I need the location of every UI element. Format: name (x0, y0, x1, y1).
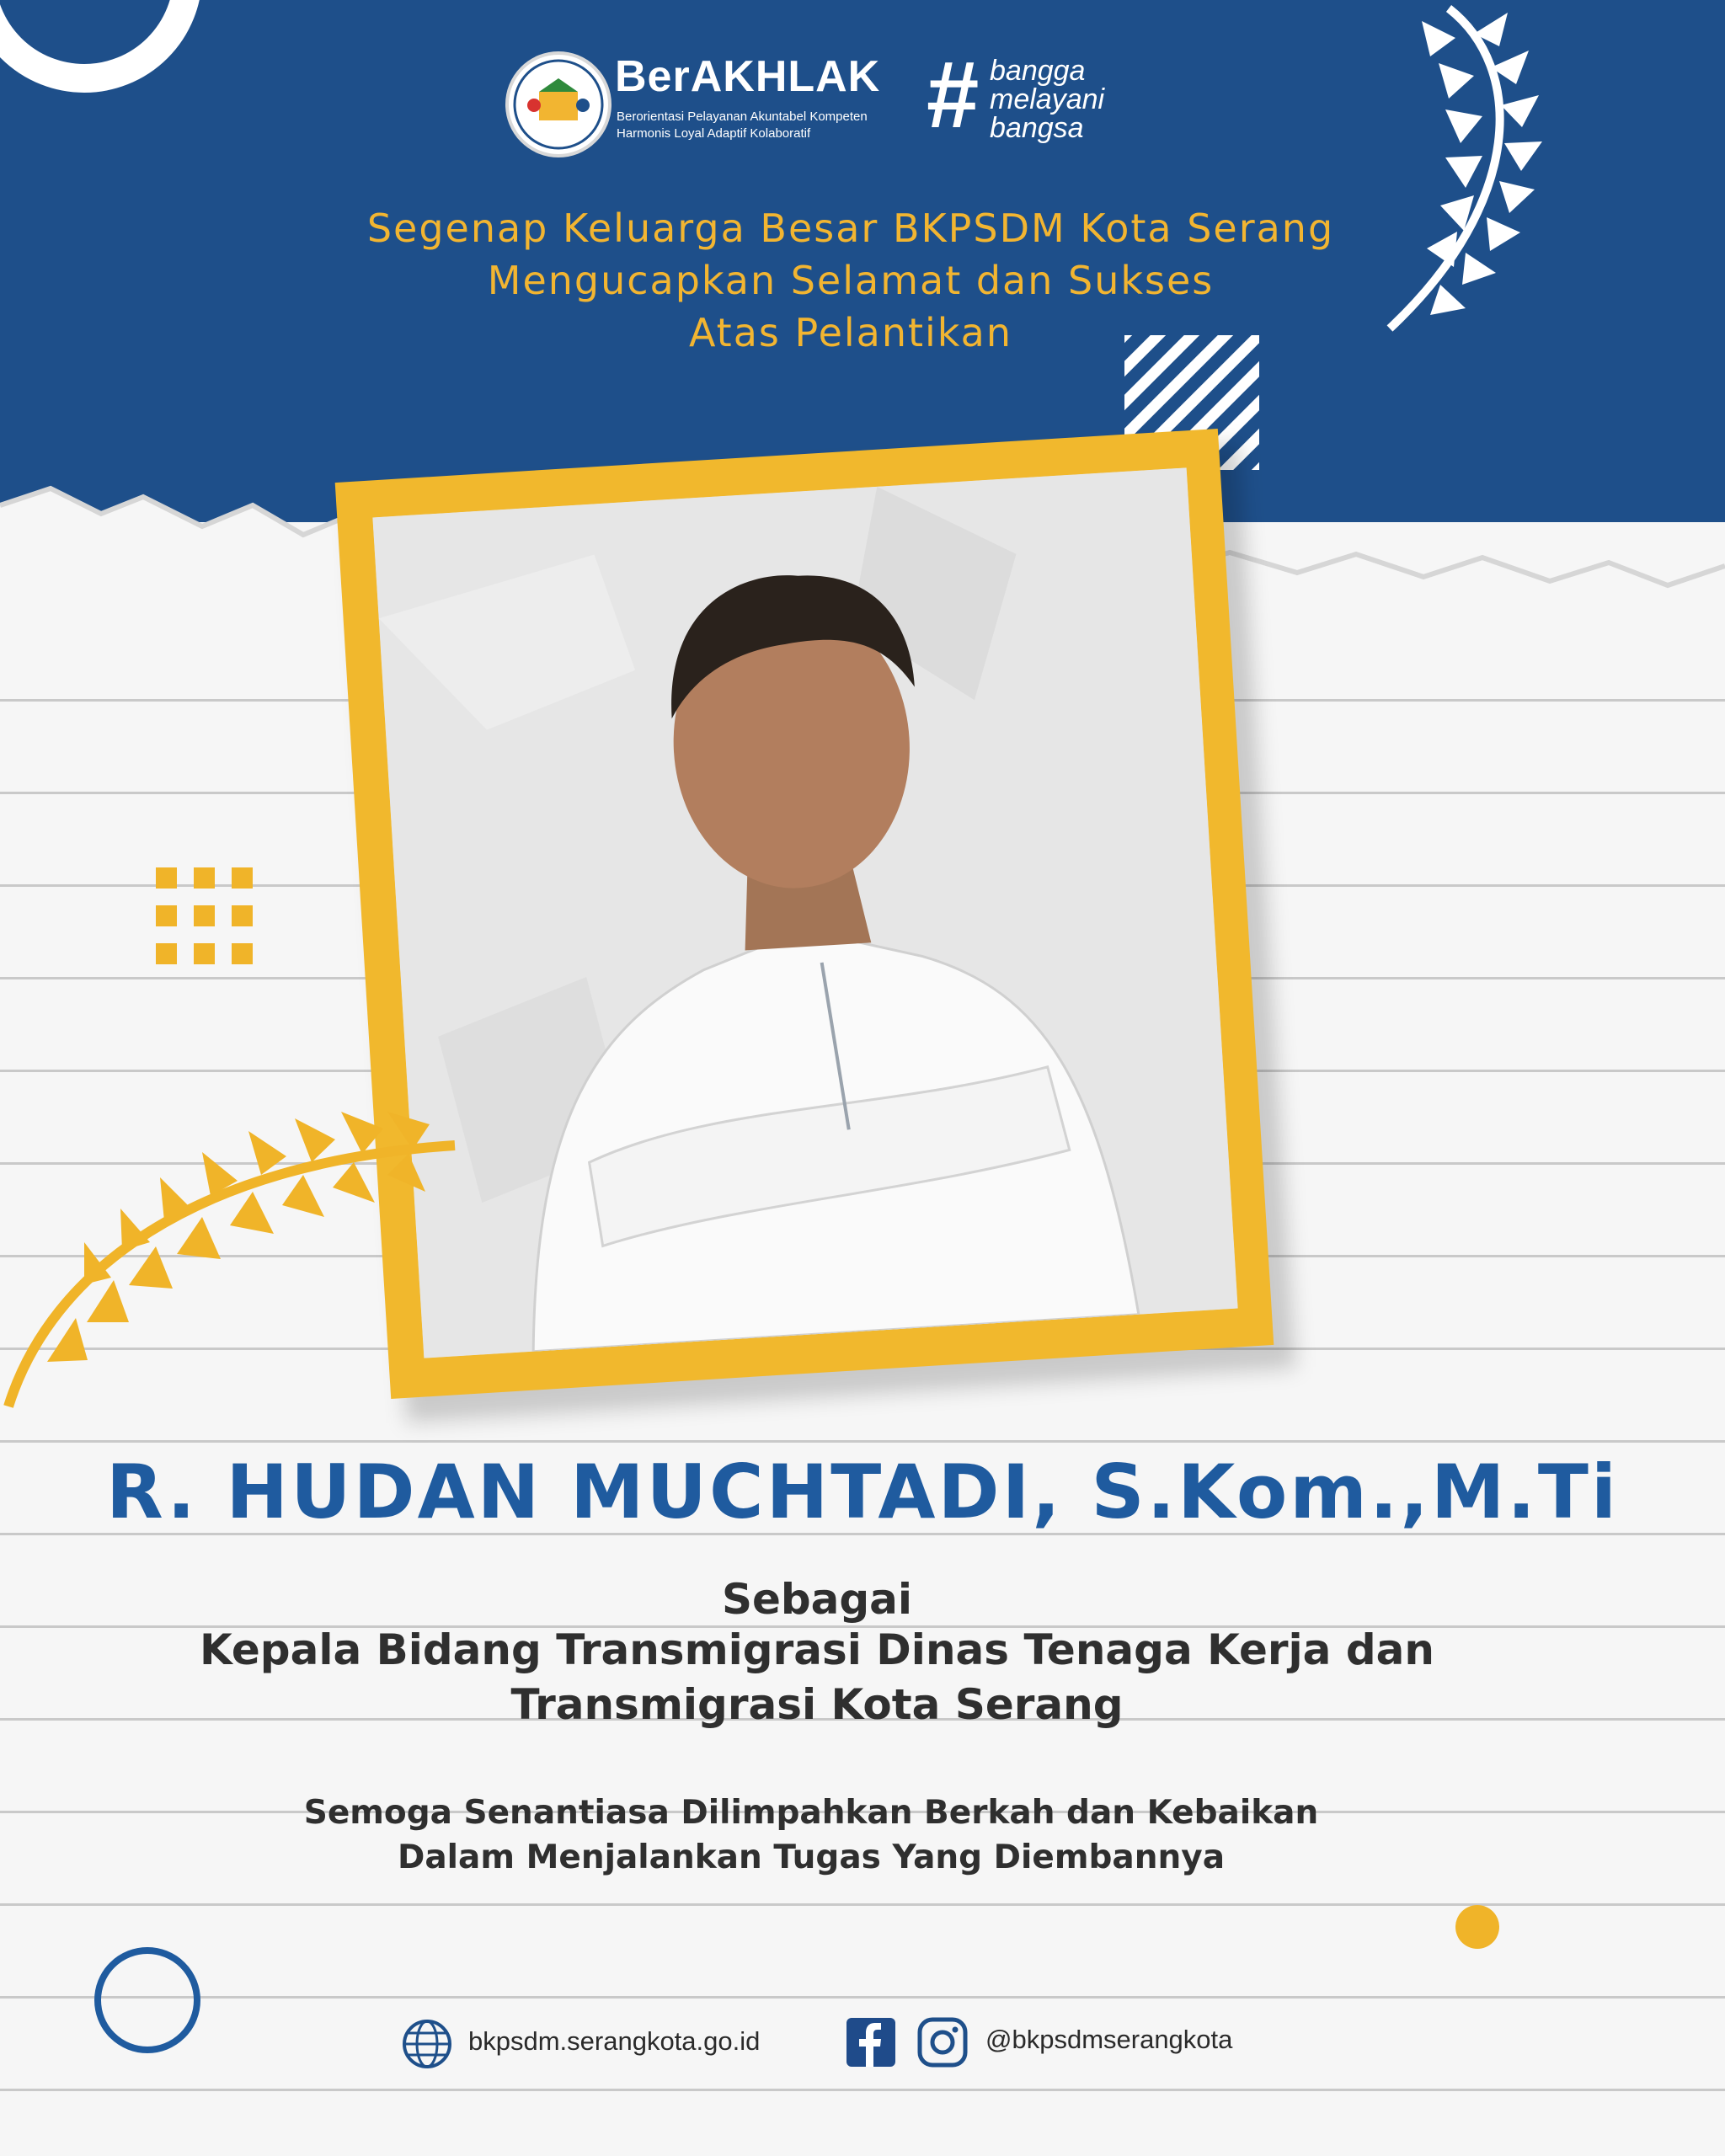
hashtag-text: melayani (990, 83, 1105, 115)
hashtag-text: bangga (990, 55, 1086, 87)
grid-dot (194, 943, 215, 964)
social-handle-link[interactable]: @bkpsdmserangkota (985, 2025, 1233, 2054)
brand-subtitle: Berorientasi Pelayanan Akuntabel Kompeten (617, 109, 868, 124)
headline-line: Segenap Keluarga Besar BKPSDM Kota Serang (366, 205, 1335, 251)
decorative-ring (94, 1947, 200, 2053)
grid-dot (232, 905, 253, 926)
position-intro: Sebagai (721, 1575, 913, 1624)
wheat-branch-icon (0, 1070, 472, 1423)
position-title: Kepala Bidang Transmigrasi Dinas Tenaga Kerja dan (200, 1625, 1434, 1674)
headline-line: Atas Pelantikan (689, 310, 1012, 355)
dot-grid-decoration (156, 867, 253, 964)
facebook-glyph (846, 2018, 895, 2067)
wish-text: Semoga Senantiasa Dilimpahkan Berkah dan Kebaikan (303, 1794, 1319, 1832)
position-title: Transmigrasi Kota Serang (510, 1680, 1124, 1729)
grid-dot (194, 867, 215, 889)
brand-title: BerAKHLAK (615, 52, 881, 101)
headline-line: Mengucapkan Selamat dan Sukses (487, 258, 1215, 303)
facebook-icon[interactable] (846, 2018, 895, 2067)
person-name: R. HUDAN MUCHTADI, S.Kom.,M.Ti (105, 1449, 1620, 1535)
grid-dot (156, 905, 177, 926)
emblem-icon (509, 55, 608, 154)
grid-dot (232, 943, 253, 964)
grid-dot (232, 867, 253, 889)
instagram-icon[interactable] (916, 2016, 969, 2068)
paper-line (0, 1996, 1725, 1999)
footer (396, 2015, 1322, 2073)
headline (253, 202, 1449, 359)
brand-subtitle: Harmonis Loyal Adaptif Kolaboratif (617, 126, 811, 141)
grid-dot (156, 943, 177, 964)
hashtag-text: bangsa (990, 112, 1084, 144)
hashtag-symbol: # (927, 42, 980, 147)
globe-icon (401, 2018, 453, 2070)
wish-text: Dalam Menjalankan Tugas Yang Diembannya (397, 1838, 1226, 1876)
portrait-photo (372, 467, 1237, 1358)
grid-dot (194, 905, 215, 926)
paper-line (0, 1903, 1725, 1906)
website-link[interactable]: bkpsdm.serangkota.go.id (468, 2026, 761, 2056)
decorative-dot (1455, 1905, 1499, 1949)
paper-line (0, 2089, 1725, 2091)
grid-dot (156, 867, 177, 889)
paper-line (0, 1440, 1725, 1443)
bkpsdm-emblem-logo (505, 51, 611, 157)
person-portrait-icon (372, 467, 1237, 1358)
header-logos (505, 42, 1146, 147)
